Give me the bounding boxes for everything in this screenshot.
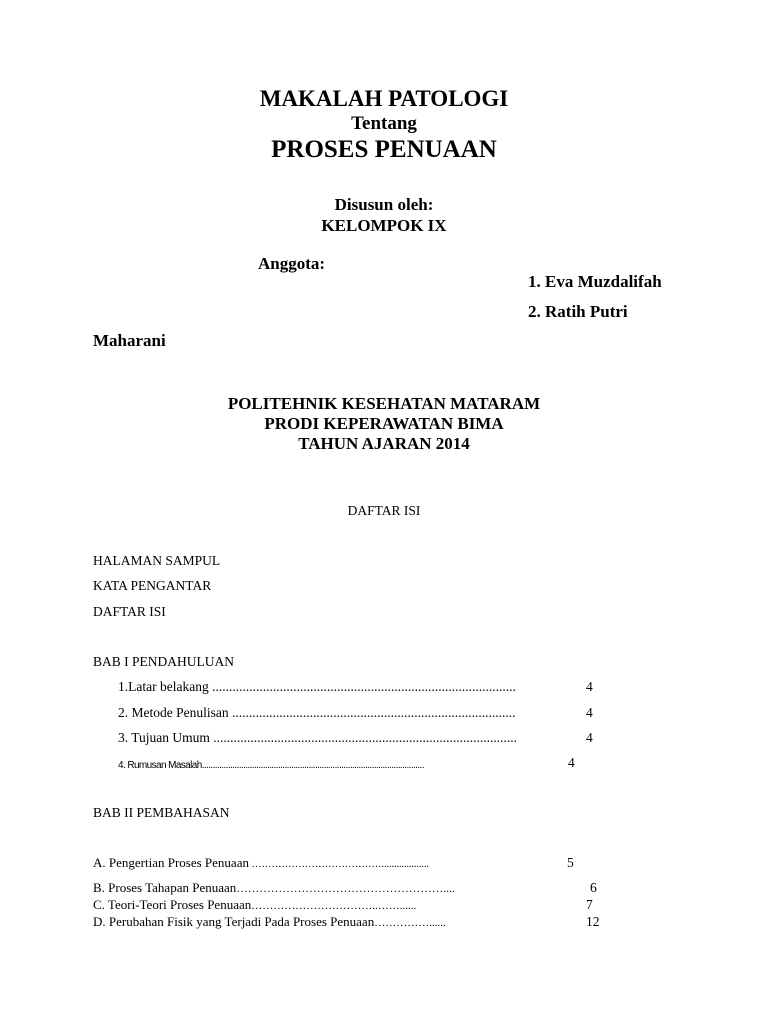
toc-entry-page: 7 bbox=[586, 897, 593, 912]
document-topic: PROSES PENUAAN bbox=[271, 136, 497, 163]
toc-entry-label: D. Perubahan Fisik yang Terjadi Pada Proses Penuaan bbox=[93, 914, 375, 929]
toc-entry-page: 4 bbox=[568, 755, 575, 770]
toc-entry-page: 4 bbox=[586, 679, 593, 694]
program-name: PRODI KEPERAWATAN BIMA bbox=[264, 414, 504, 433]
toc-front-item: KATA PENGANTAR bbox=[93, 578, 212, 593]
toc-entry-dots: …………………………………................... bbox=[248, 859, 429, 870]
toc-heading: DAFTAR ISI bbox=[347, 503, 421, 518]
toc-entry-page: 6 bbox=[590, 880, 597, 895]
member-item: 2. Ratih Putri bbox=[528, 302, 628, 321]
toc-entry-dots: .......................................................................................... bbox=[213, 730, 518, 745]
toc-entry bbox=[93, 914, 446, 930]
toc-entry-dots: ……………...... bbox=[374, 917, 446, 929]
toc-entry bbox=[93, 855, 429, 871]
toc-entry-label: 2. Metode Penulisan bbox=[118, 705, 229, 720]
toc-entry-page: 12 bbox=[586, 914, 600, 929]
toc-chapter-title: BAB I PENDAHULUAN bbox=[93, 654, 234, 669]
toc-entry-page: 5 bbox=[567, 855, 574, 870]
toc-entry-dots: ...................................................................................................... bbox=[201, 760, 424, 771]
toc-entry-label: 4. Rumusan Masalah bbox=[118, 760, 202, 771]
toc-entry bbox=[93, 897, 416, 913]
toc-entry bbox=[93, 880, 455, 896]
toc-front-item: DAFTAR ISI bbox=[93, 604, 166, 619]
members-label: Anggota: bbox=[258, 254, 326, 273]
toc-entry-dots: .................................................................................... bbox=[232, 705, 516, 720]
document-subtitle: Tentang bbox=[351, 113, 417, 134]
toc-entry-dots: ……………………………………………….... bbox=[236, 883, 455, 895]
toc-entry-label: A. Pengertian Proses Penuaan bbox=[93, 855, 249, 870]
toc-chapter-title: BAB II PEMBAHASAN bbox=[93, 805, 230, 820]
toc-front-item: HALAMAN SAMPUL bbox=[93, 553, 221, 568]
toc-entry-page: 4 bbox=[586, 730, 593, 745]
academic-year: TAHUN AJARAN 2014 bbox=[298, 434, 470, 453]
toc-entry bbox=[118, 705, 516, 721]
toc-entry-label: 3. Tujuan Umum bbox=[118, 730, 210, 745]
toc-entry-dots: ……………………………..……...... bbox=[251, 900, 417, 912]
toc-entry-label: B. Proses Tahapan Penuaan bbox=[93, 880, 237, 895]
institution-name: POLITEHNIK KESEHATAN MATARAM bbox=[227, 394, 541, 413]
member-item: 1. Eva Muzdalifah bbox=[528, 272, 662, 291]
document-title: MAKALAH PATOLOGI bbox=[259, 86, 509, 111]
toc-entry bbox=[118, 730, 517, 746]
toc-entry bbox=[118, 756, 424, 771]
member-overflow-text: Maharani bbox=[93, 331, 166, 350]
toc-entry-dots: .......................................................................................... bbox=[212, 679, 516, 694]
composed-by-label: Disusun oleh: bbox=[334, 195, 434, 214]
toc-entry bbox=[118, 679, 516, 695]
toc-entry-label: 1.Latar belakang bbox=[118, 679, 209, 694]
toc-entry-label: C. Teori-Teori Proses Penuaan bbox=[93, 897, 252, 912]
toc-entry-page: 4 bbox=[586, 705, 593, 720]
group-name: KELOMPOK IX bbox=[321, 216, 447, 235]
